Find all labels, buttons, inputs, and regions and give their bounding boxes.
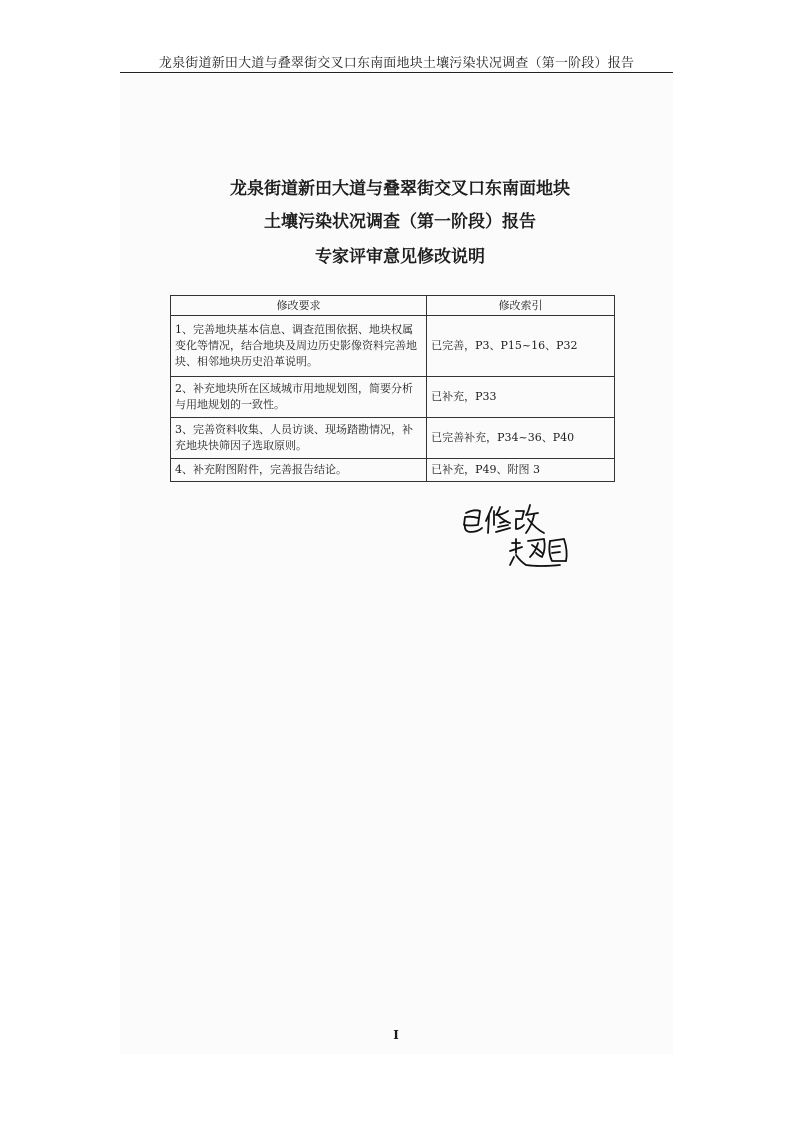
header-rule xyxy=(120,72,673,73)
requirement-cell: 1、完善地块基本信息、调查范围依据、地块权属变化等情况，结合地块及周边历史影像资料完善地块、相邻地块历史沿革说明。 xyxy=(171,316,427,377)
index-cell: 已完善，P3、P15~16、P32 xyxy=(427,316,615,377)
table-row xyxy=(171,418,615,459)
table-row xyxy=(171,316,615,377)
index-cell: 已补充，P49、附图 3 xyxy=(427,459,615,482)
index-cell: 已补充，P33 xyxy=(427,377,615,418)
requirement-cell: 4、补充附图附件，完善报告结论。 xyxy=(171,459,427,482)
page-number: I xyxy=(393,1028,399,1042)
document-subtitle: 专家评审意见修改说明 xyxy=(315,247,485,267)
handwritten-signature xyxy=(440,495,600,585)
requirement-cell: 2、补充地块所在区域城市用地规划图，简要分析与用地规划的一致性。 xyxy=(171,377,427,418)
column-header-index: 修改索引 xyxy=(427,296,615,316)
column-header-requirement: 修改要求 xyxy=(171,296,427,316)
requirement-cell: 3、完善资料收集、人员访谈、现场踏勘情况，补充地块快筛因子选取原则。 xyxy=(171,418,427,459)
table-row xyxy=(171,459,615,482)
table-row xyxy=(171,377,615,418)
index-cell: 已完善补充，P34~36、P40 xyxy=(427,418,615,459)
document-title-line-1: 龙泉街道新田大道与叠翠街交叉口东南面地块 xyxy=(230,179,570,199)
revision-table xyxy=(170,295,615,482)
running-header: 龙泉街道新田大道与叠翠街交叉口东南面地块土壤污染状况调查（第一阶段）报告 xyxy=(158,56,635,71)
document-title-line-2: 土壤污染状况调查（第一阶段）报告 xyxy=(264,212,536,232)
table-header-row xyxy=(171,296,615,316)
